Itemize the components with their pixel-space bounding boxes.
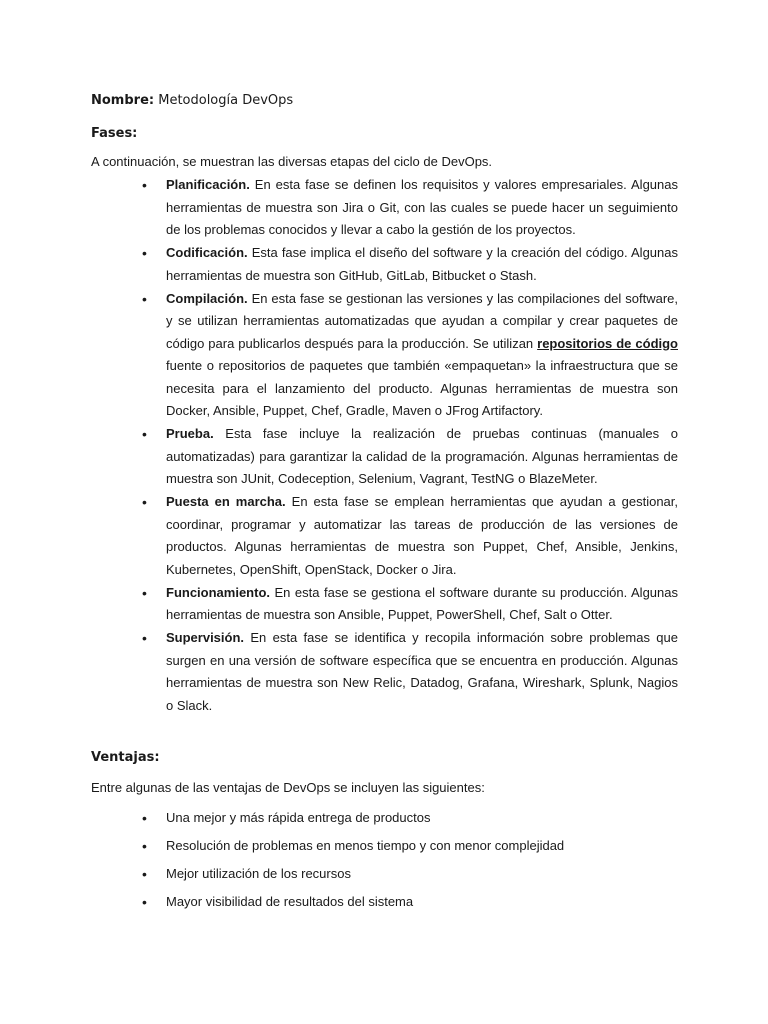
phase-text: En esta fase se identifica y recopila información sobre problemas que surgen en una versión de software específica que se encuentra en producción. Algunas herramientas de muestra son New Relic, Datadog, Grafana, Wireshark, Splunk, Nagios o Slack. (166, 630, 678, 713)
phase-text: Esta fase implica el diseño del software y la creación del código. Algunas herramientas de muestra son GitHub, GitLab, Bitbucket o Stash. (166, 245, 678, 283)
fases-heading-text: Fases: (91, 126, 138, 141)
fases-list (166, 174, 678, 718)
nombre-value: Metodología DevOps (154, 93, 294, 108)
phase-term: Funcionamiento. (166, 584, 270, 600)
list-item: • Una mejor y más rápida entrega de productos (166, 807, 678, 830)
list-item (166, 491, 678, 581)
phase-term: Supervisión. (166, 630, 245, 645)
phase-text-after: fuente o repositorios de paquetes que también «empaquetan» la infraestructura que se necesita para el lanzamiento del producto. Algunas herramientas de muestra son Docker, Ansible, Puppet, Chef, Gradle, Maven o JFrog Artifactory. (166, 358, 678, 418)
phase-term: Planificación. (166, 177, 250, 192)
list-item: • Mejor utilización de los recursos (166, 863, 678, 886)
document-title (91, 93, 293, 108)
phase-text: Esta fase incluye la realización de pruebas continuas (manuales o automatizadas) para garantizar la calidad de la programación. Algunas herramientas de muestra son JUnit, Codeception, Selenium, Vagrant, TestNG o BlazeMeter. (166, 426, 678, 486)
list-item: • Mayor visibilidad de resultados del sistema (166, 891, 678, 914)
repositorios-link[interactable]: repositorios de código (537, 335, 678, 351)
list-item (166, 174, 678, 242)
list-item: • Resolución de problemas en menos tiempo y con menor complejidad (166, 835, 678, 858)
list-item (166, 582, 678, 627)
list-item (166, 423, 678, 491)
phase-term: Codificación. (166, 245, 248, 260)
fases-intro: A continuación, se muestran las diversas etapas del ciclo de DevOps. (91, 154, 493, 169)
fases-heading (91, 126, 137, 141)
list-item (166, 627, 678, 717)
phase-term: Compilación. (166, 290, 248, 306)
phase-text: En esta fase se gestiona el software durante su producción. Algunas herramientas de muestra son Ansible, Puppet, PowerShell, Chef, Salt o Otter. (166, 584, 678, 622)
list-item (166, 242, 678, 287)
ventajas-heading (91, 750, 160, 765)
ventajas-intro: Entre algunas de las ventajas de DevOps se incluyen las siguientes: (91, 780, 485, 795)
ventajas-list (166, 807, 678, 919)
phase-term: Prueba. (166, 426, 214, 441)
nombre-label: Nombre: (91, 93, 155, 108)
list-item (166, 288, 678, 423)
phase-text: En esta fase se gestionan las versiones y las compilaciones del software, y se utilizan herramientas automatizadas que ayudan a compilar y crear paquetes de código para publicarlos después para la producción. Se utilizan (166, 290, 678, 351)
phase-text: En esta fase se emplean herramientas que ayudan a gestionar, coordinar, programar y automatizar las tareas de producción de las versiones de productos. Algunas herramientas de muestra son Puppet, Chef, Ansible, Jenkins, Kubernetes, OpenShift, OpenStack, Docker o Jira. (166, 494, 679, 577)
ventajas-heading-text: Ventajas: (91, 750, 160, 765)
phase-term: Puesta en marcha. (166, 494, 286, 509)
phase-text: En esta fase se definen los requisitos y valores empresariales. Algunas herramientas de muestra son Jira o Git, con las cuales se puede hacer un seguimiento de los problemas conocidos y llevar a cabo la gestión de los proyectos. (166, 177, 678, 237)
